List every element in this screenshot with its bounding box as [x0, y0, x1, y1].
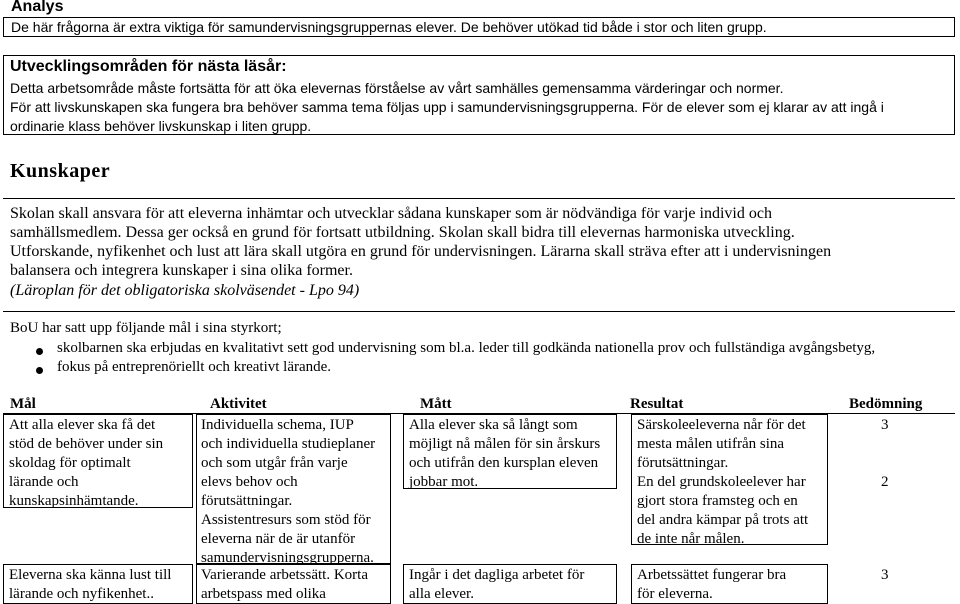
row1-bedomning-2: 2	[881, 474, 889, 490]
col-header-resultat: Resultat	[630, 396, 684, 412]
row1-matt: Alla elever ska så långt som möjligt nå målen för sin årskurs och utifrån den kursplan eleven jobbar mot.	[409, 417, 601, 490]
bou-intro: BoU har satt upp följande mål i sina styrkort;	[10, 320, 282, 336]
col-header-bedomning: Bedömning	[849, 396, 923, 412]
col-header-matt: Mått	[420, 396, 452, 412]
row2-matt: Ingår i det dagliga arbetet för alla elever.	[409, 567, 585, 602]
row1-resultat: Särskoleeleverna når för det mesta målen utifrån sina förutsättningar. En del grundskoleelever har gjort stora framsteg och en del andra kämpar på trots att de inte når målen.	[637, 417, 809, 547]
kunskaper-citation: (Läroplan för det obligatoriska skolväsendet - Lpo 94)	[10, 282, 360, 299]
utveckling-section	[3, 55, 955, 135]
row2-resultat: Arbetssättet fungerar bra för eleverna.	[637, 567, 787, 602]
utveckling-line-1: Detta arbetsområde måste fortsätta för att öka elevernas förståelse av vårt samhälles gemensamma värderingar och normer.	[10, 80, 784, 96]
bou-bullet-1: skolbarnen ska erbjudas en kvalitativt sett god undervisning som bl.a. leder till godkända nationella prov och fullständiga avgångsbetyg,	[57, 340, 876, 356]
analys-section	[3, 0, 955, 38]
kunskaper-line-3: Utforskande, nyfikenhet och lust att lära skall utgöra en grund för undervisningen. Lärarna skall sträva efter att i undervisningen	[10, 243, 832, 260]
utveckling-heading: Utvecklingsområden för nästa läsår:	[10, 58, 287, 75]
analys-text: De här frågorna är extra viktiga för samundervisningsgruppernas elever. De behöver utökad tid både i stor och liten grupp.	[11, 19, 767, 35]
row2-aktivitet: Varierande arbetssätt. Korta arbetspass med olika	[201, 567, 369, 602]
row2-mal: Eleverna ska känna lust till lärande och nyfikenhet..	[9, 567, 172, 602]
row1-bedomning-1: 3	[881, 417, 889, 433]
row1-mal: Att alla elever ska få det stöd de behöver under sin skoldag för optimalt lärande och kunskapsinhämtande.	[9, 417, 164, 509]
bou-bullet-2: fokus på entreprenöriellt och kreativt lärande.	[57, 359, 332, 375]
utveckling-line-3: ordinarie klass behöver livskunskap i liten grupp.	[10, 118, 312, 134]
analys-heading: Analys	[11, 0, 64, 15]
bullet-icon	[36, 367, 43, 374]
bullet-icon	[36, 348, 43, 355]
col-header-aktivitet: Aktivitet	[210, 396, 267, 412]
utveckling-line-2: För att livskunskapen ska fungera bra behöver samma tema följas upp i samundervisningsgrupperna. För de elever som ej klarar av att ingå i	[10, 99, 884, 115]
kunskaper-box	[3, 198, 955, 312]
kunskaper-title: Kunskaper	[10, 160, 111, 182]
kunskaper-line-1: Skolan skall ansvara för att eleverna inhämtar och utvecklar sådana kunskaper som är nödvändiga för varje individ och	[10, 205, 772, 222]
kunskaper-line-4: balansera och integrera kunskaper i sina olika former.	[10, 262, 353, 279]
row2-bedomning: 3	[881, 567, 889, 583]
kunskaper-line-2: samhällsmedlem. Dessa ger också en grund för fortsatt utbildning. Skolan skall bidra till elevernas harmoniska utveckling.	[10, 224, 795, 241]
row1-aktivitet: Individuella schema, IUP och individuella studieplaner och som utgår från varje elevs behov och förutsättningar. Assistentresurs som stöd för eleverna när de är utanför samundervisningsgrupperna.	[201, 417, 376, 566]
col-header-mal: Mål	[10, 396, 36, 412]
